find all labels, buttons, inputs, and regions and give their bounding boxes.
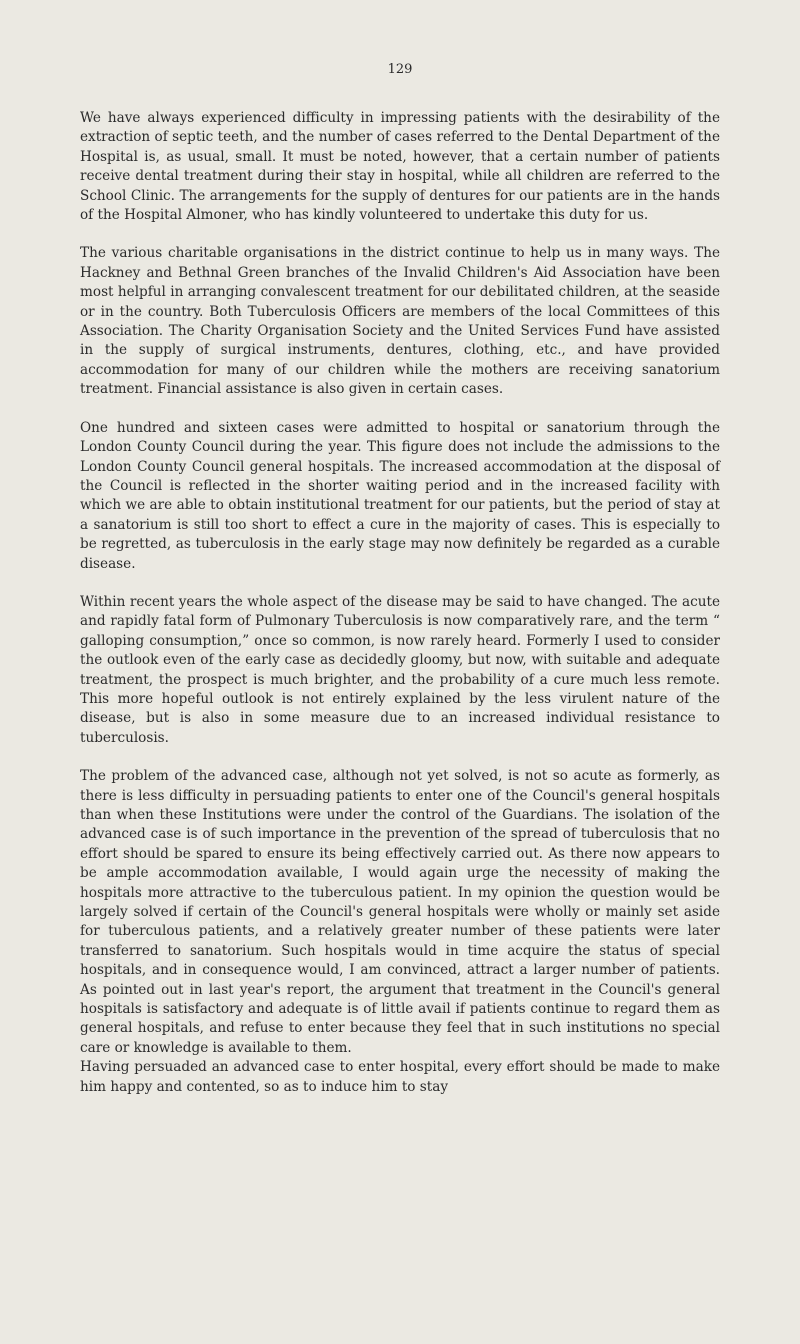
page-number: 129	[387, 62, 413, 77]
paragraph-disease-aspect: Within recent years the whole aspect of the disease may be said to have changed. The acute and rapidly fatal form of Pulmonary Tuberculosis is now comparatively rare, and the term “ galloping consumption,” once so common, is now rarely heard. Formerly I used to consider the outlook even of the early case as decidedly gloomy, but now, with suitable and adequate treatment, the prospect is much brighter, and the probability of a cure much less remote. This more hopeful outlook is not entirely explained by the less virulent nature of the disease, but is also in some measure due to an increased individual resistance to tuberculosis.	[80, 593, 720, 746]
paragraph-persuaded-case: Having persuaded an advanced case to enter hospital, every effort should be made to make him happy and contented, so as to induce him to stay	[80, 1059, 720, 1095]
paragraph-dental: We have always experienced difficulty in impressing patients with the desirability of the extraction of septic teeth, and the number of cases referred to the Dental Department of the Hospital is, as usual, small. It must be noted, however, that a certain number of patients receive dental treatment during their stay in hospital, while all children are referred to the School Clinic. The arrangements for the supply of dentures for our patients are in the hands of the Hospital Almoner, who has kindly volunteered to undertake this duty for us.	[80, 110, 720, 224]
paragraph-admissions: One hundred and sixteen cases were admitted to hospital or sanatorium through the London County Council during the year. This figure does not include the admissions to the London County Council general hospitals. The increased accommodation at the disposal of the Council is reflected in the shorter waiting period and in the increased facility with which we are able to obtain institutional treatment for our patients, but the period of stay at a sanatorium is still too short to effect a cure in the majority of cases. This is especially to be regretted, as tuberculosis in the early stage may now definitely be regarded as a curable disease.	[80, 419, 720, 572]
paragraph-charitable-organisations: The various charitable organisations in the district continue to help us in many ways. The Hackney and Bethnal Green branches of the Invalid Children's Aid Association have been most helpful in arranging convalescent treatment for our debilitated children, at the seaside or in the country. Both Tuberculosis Officers are members of the local Committees of this Association. The Charity Organisation Society and the United Services Fund have assisted in the supply of surgical instruments, dentures, clothing, etc., and have provided accommodation for many of our children while the mothers are receiving sanatorium treatment. Financial assistance is also given in certain cases.	[80, 245, 720, 398]
paragraph-advanced-case: The problem of the advanced case, although not yet solved, is not so acute as formerly, as there is less difficulty in persuading patients to enter one of the Council's general hospitals than when these Institutions were under the control of the Guardians. The isolation of the advanced case is of such importance in the prevention of the spread of tuberculosis that no effort should be spared to ensure its being effectively carried out. As there now appears to be ample accommodation available, I would again urge the necessity of making the hospitals more attractive to the tuberculous patient. In my opinion the question would be largely solved if certain of the Council's general hospitals were wholly or mainly set aside for tuberculous patients, and a relatively greater number of these patients were later transferred to sanatorium. Such hospitals would in time acquire the status of special hospitals, and in consequence would, I am convinced, attract a larger number of patients. As pointed out in last year's report, the argument that treatment in the Council's general hospitals is satisfactory and adequate is of little avail if patients continue to regard them as general hospitals, and refuse to enter because they feel that in such institutions no special care or knowledge is available to them.	[80, 768, 720, 1056]
